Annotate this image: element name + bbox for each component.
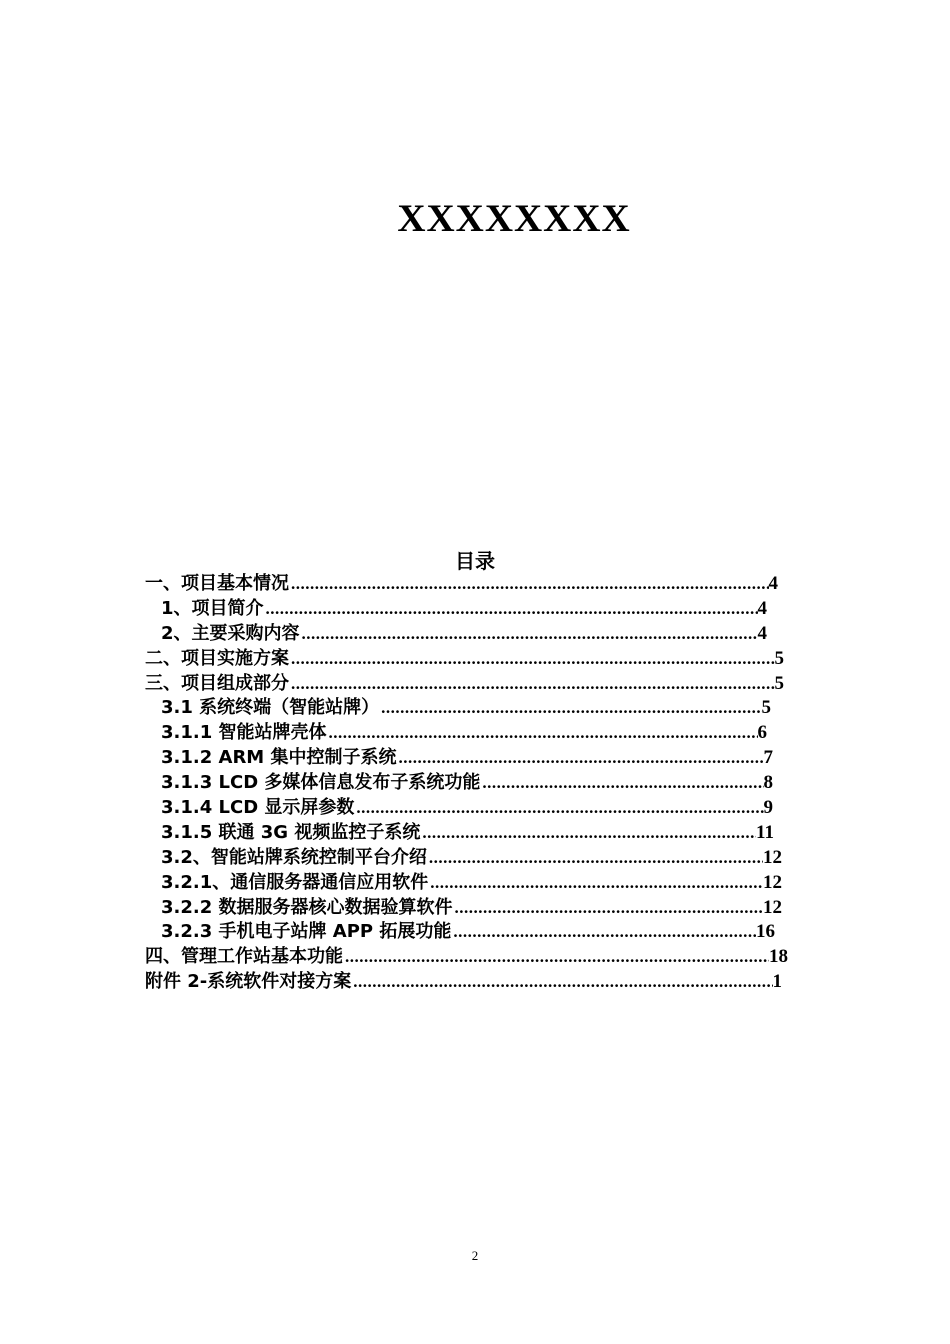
toc-leader-dots [289,672,775,696]
toc-entry[interactable] [0,696,950,721]
toc-entry-text: 2、主要采购内容 [161,622,300,644]
toc-entry-text: 3.1.2 ARM 集中控制子系统 [161,747,397,769]
toc-leader-dots [327,721,758,745]
toc-heading: 目录 [455,549,495,573]
toc-entry[interactable] [0,572,950,597]
toc-entry-text: 3.1 系统终端（智能站牌） [161,697,380,719]
toc-entry-page: 12 [763,871,782,893]
toc-entry-text: 1、项目简介 [161,597,264,619]
toc-leader-dots [397,746,764,770]
toc-entry-page: 7 [763,747,773,769]
toc-entry-page: 16 [756,921,775,943]
toc-entry-text: 3.1.1 智能站牌壳体 [161,722,327,744]
toc-entry-text: 附件 2-系统软件对接方案 [145,971,352,993]
toc-leader-dots [300,622,758,646]
toc-entry-text: 3.2.1、通信服务器通信应用软件 [161,871,429,893]
toc-entry-text: 二、项目实施方案 [145,647,289,669]
toc-leader-dots [289,647,775,671]
toc-entry-page: 1 [772,971,782,993]
toc-entry-page: 4 [757,622,767,644]
toc-entry-text: 四、管理工作站基本功能 [145,946,343,968]
toc-leader-dots [289,572,769,596]
toc-entry-text: 一、项目基本情况 [145,573,289,594]
toc-entry-page: 12 [763,896,782,918]
toc-leader-dots [379,696,761,720]
toc-entry-page: 6 [757,722,767,744]
toc-leader-dots [351,970,772,994]
document-title: XXXXXXXX [397,197,631,240]
toc-entry[interactable] [0,945,950,970]
toc-leader-dots [420,821,756,845]
toc-leader-dots [354,796,763,820]
toc-leader-dots [427,846,763,870]
toc-entry-page: 5 [761,697,771,719]
toc-entry[interactable] [0,821,950,846]
table-of-contents [0,572,950,995]
toc-entry-page: 5 [774,647,784,669]
toc-leader-dots [480,771,763,795]
toc-leader-dots [264,597,758,621]
toc-entry-page: 5 [774,672,784,694]
toc-entry-text: 3.1.3 LCD 多媒体信息发布子系统功能 [161,772,481,794]
toc-entry[interactable] [0,622,950,647]
toc-entry[interactable] [0,771,950,796]
toc-entry-page: 4 [768,573,778,594]
toc-entry-page: 9 [763,797,773,819]
toc-entry[interactable] [0,746,950,771]
toc-entry-text: 3.1.4 LCD 显示屏参数 [161,797,355,819]
toc-leader-dots [451,920,756,944]
toc-leader-dots [428,871,763,895]
toc-entry[interactable] [0,896,950,921]
toc-leader-dots [343,945,769,969]
toc-entry-text: 3.2.3 手机电子站牌 APP 拓展功能 [161,921,452,943]
toc-entry[interactable] [0,672,950,697]
toc-entry[interactable] [0,796,950,821]
toc-entry-text: 3.2、智能站牌系统控制平台介绍 [161,846,427,868]
toc-entry-text: 三、项目组成部分 [145,672,289,694]
toc-entry-page: 8 [763,772,773,794]
toc-entry-page: 11 [756,821,774,843]
toc-entry-text: 3.1.5 联通 3G 视频监控子系统 [161,821,421,843]
toc-entry[interactable] [0,871,950,896]
toc-entry[interactable] [0,597,950,622]
toc-entry-text: 3.2.2 数据服务器核心数据验算软件 [161,896,453,918]
toc-entry-page: 18 [769,946,788,968]
toc-entry[interactable] [0,846,950,871]
toc-entry[interactable] [0,920,950,945]
toc-leader-dots [453,896,763,920]
toc-entry[interactable] [0,721,950,746]
toc-entry[interactable] [0,647,950,672]
toc-entry[interactable] [0,970,950,995]
toc-entry-page: 12 [763,846,782,868]
page-number: 2 [471,1248,479,1263]
toc-entry-page: 4 [757,597,767,619]
